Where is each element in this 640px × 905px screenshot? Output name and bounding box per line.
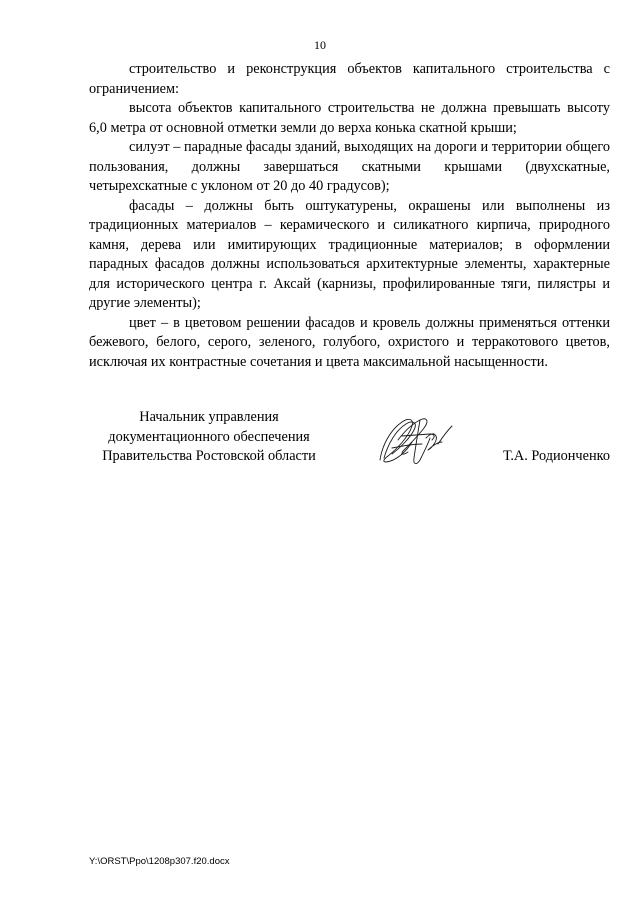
file-path-footer: Y:\ORST\Ppo\1208p307.f20.docx <box>89 856 230 867</box>
paragraph-facades: фасады – должны быть оштукатурены, окрашены или выполнены из традиционных материалов – керамического и силикатного кирпича, природного камня, дерева или имитирующих традиционные материалов; в оформлении парадных фасадов должны использоваться архитектурные элементы, характерные для исторического центра г. Аксай (карнизы, профилированные тяги, пилястры и другие элементы); <box>89 197 610 311</box>
signatory-title-line-3: Правительства Ростовской области <box>102 448 316 464</box>
document-body <box>89 60 610 372</box>
signatory-name: Т.А. Родионченко <box>503 448 610 464</box>
paragraph-construction: строительство и реконструкция объектов капитального строительства с ограничением: <box>89 61 610 97</box>
signatory-title <box>89 408 329 467</box>
signatory-title-line-1: Начальник управления <box>139 409 279 425</box>
signature-block <box>89 408 610 478</box>
handwritten-signature-icon <box>372 408 462 470</box>
paragraph-height: высота объектов капитального строительства не должна превышать высоту 6,0 метра от основной отметки земли до верха конька скатной крыши; <box>89 100 610 136</box>
paragraph-silhouette: силуэт – парадные фасады зданий, выходящих на дороги и территории общего пользования, должны завершаться скатными крышами (двухскатные, четырехскатные с уклоном от 20 до 40 градусов); <box>89 139 610 194</box>
page-number: 10 <box>314 38 326 52</box>
paragraph-color: цвет – в цветовом решении фасадов и кровель должны применяться оттенки бежевого, белого, серого, зеленого, голубого, охристого и терракотового цветов, исключая их контрастные сочетания и цвета максимальной насыщенности. <box>89 314 610 370</box>
signatory-title-line-2: документационного обеспечения <box>108 428 310 445</box>
